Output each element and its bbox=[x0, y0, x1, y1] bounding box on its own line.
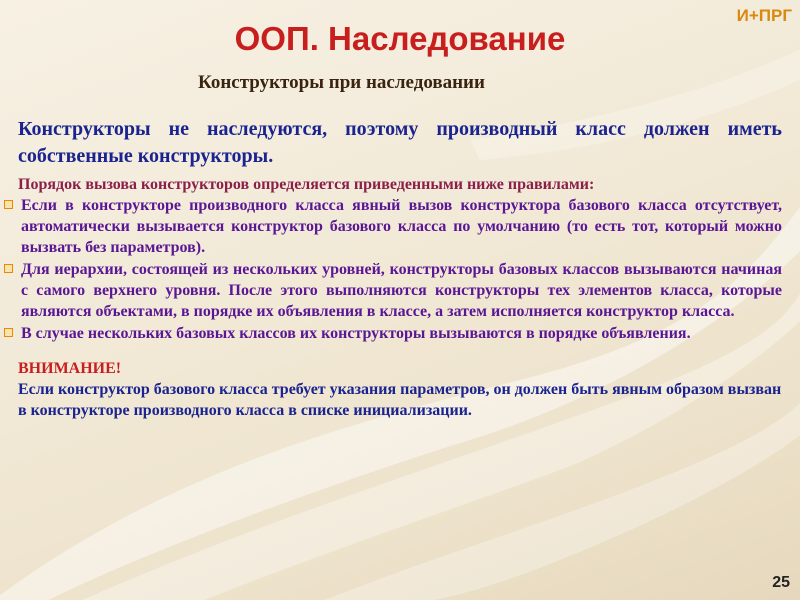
slide-title: ООП. Наследование bbox=[234, 20, 566, 57]
rule-text: Для иерархии, состоящей из нескольких уровней, конструкторы базовых классов вызываются начиная с самого верхнего уровня. После этого выполняются конструкторы тех элементов класса, которые являются объектами, в порядке их объявления в классе, а затем исполняется конструктор класса. bbox=[21, 261, 782, 320]
slide-content bbox=[18, 116, 782, 421]
rule-item bbox=[18, 259, 782, 322]
rule-item bbox=[18, 323, 782, 344]
square-bullet-icon bbox=[4, 200, 13, 209]
order-paragraph: Порядок вызова конструкторов определяется приведенными ниже правилами: bbox=[18, 176, 595, 193]
rule-text: Если в конструкторе производного класса явный вызов конструктора базового класса отсутствует, автоматически вызывается конструктор базового класса по умолчанию (то есть тот, который можно вызвать без параметров). bbox=[21, 197, 782, 256]
square-bullet-icon bbox=[4, 264, 13, 273]
square-bullet-icon bbox=[4, 328, 13, 337]
rules-list bbox=[18, 195, 782, 344]
page-number: 25 bbox=[772, 574, 790, 591]
slide-subtitle: Конструкторы при наследовании bbox=[198, 72, 485, 93]
warning-title: ВНИМАНИЕ! bbox=[18, 360, 122, 377]
rule-text: В случае нескольких базовых классов их конструкторы вызываются в порядке объявления. bbox=[21, 325, 691, 342]
warning-text: Если конструктор базового класса требует указания параметров, он должен быть явным образом вызван в конструкторе производного класса в списке инициализации. bbox=[18, 381, 782, 419]
rule-item bbox=[18, 195, 782, 258]
course-tag: И+ПРГ bbox=[736, 6, 792, 25]
intro-paragraph: Конструкторы не наследуются, поэтому производный класс должен иметь собственные конструкторы. bbox=[18, 118, 782, 167]
